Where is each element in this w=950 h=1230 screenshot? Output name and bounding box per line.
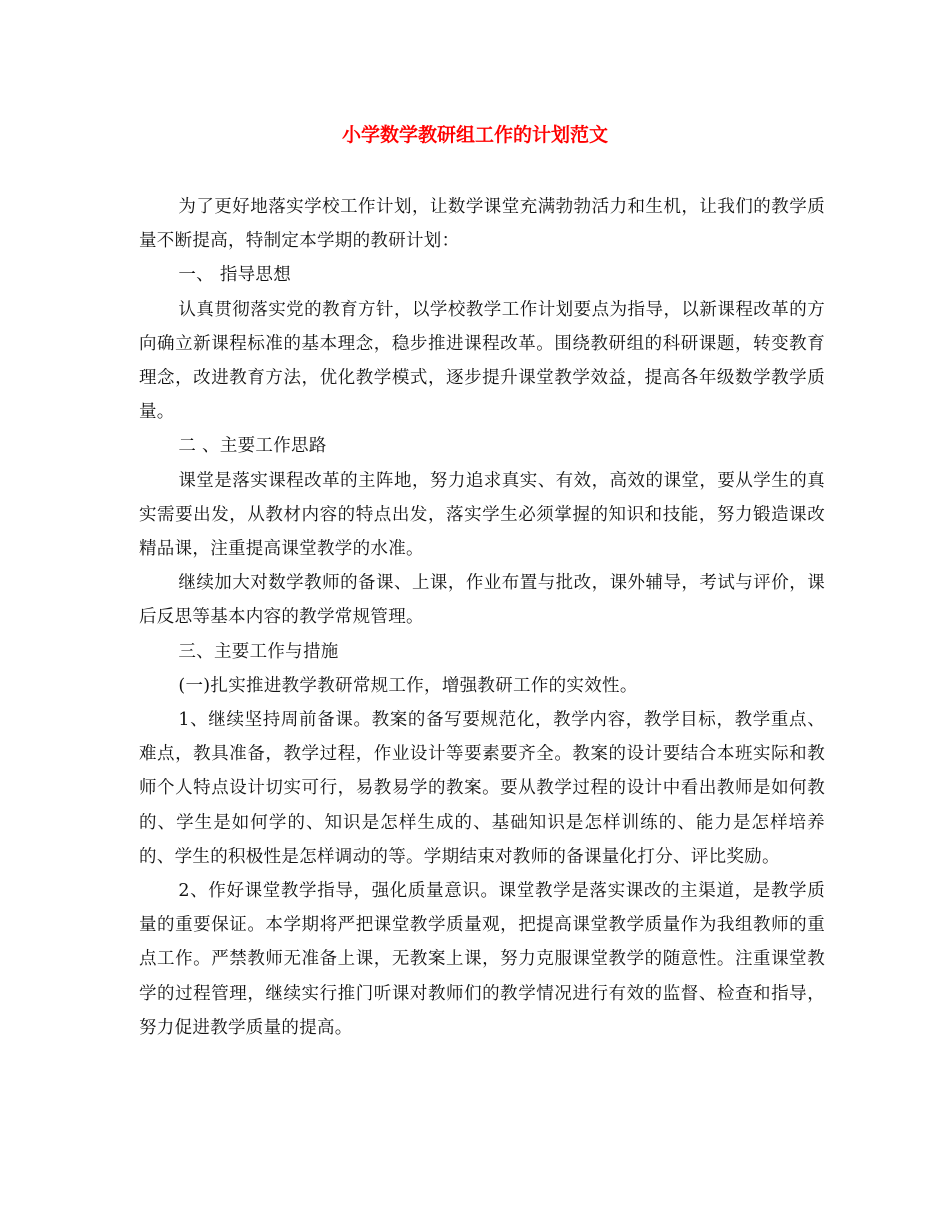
- section-heading-main-work-ideas: 二 、主要工作思路: [178, 436, 327, 457]
- main-work-ideas-paragraph-2: 继续加大对数学教师的备课、上课，作业布置与批改，课外辅导，考试与评价，课后反思等基本内容的教学常规管理。: [139, 573, 825, 628]
- subsection-heading-routine-work: (一)扎实推进教学教研常规工作，增强教研工作的实效性。: [178, 675, 638, 696]
- main-work-ideas-paragraph-1: 课堂是落实课程改革的主阵地，努力追求真实、有效，高效的课堂，要从学生的真实需要出发，从教材内容的特点出发，落实学生必须掌握的知识和技能，努力锻造课改精品课，注重提高课堂教学的水准。: [139, 470, 825, 560]
- section-heading-main-work-measures: 三、主要工作与措施: [178, 641, 339, 662]
- measure-item-1: 1、继续坚持周前备课。教案的备写要规范化，教学内容，教学目标，教学重点、难点，教具准备，教学过程，作业设计等要素要齐全。教案的设计要结合本班实际和教师个人特点设计切实可行，易教易学的教案。要从教学过程的设计中看出教师是如何教的、学生是如何学的、知识是怎样生成的、基础知识是怎样训练的、能力是怎样培养的、学生的积极性是怎样调动的等。学期结束对教师的备课量化打分、评比奖励。: [139, 710, 825, 867]
- document-title: 小学数学教研组工作的计划范文: [341, 124, 608, 146]
- guiding-ideology-paragraph: 认真贯彻落实党的教育方针，以学校教学工作计划要点为指导，以新课程改革的方向确立新课程标准的基本理念，稳步推进课程改革。围绕教研组的科研课题，转变教育理念，改进教育方法，优化教学模式，逐步提升课堂教学效益，提高各年级数学教学质量。: [139, 299, 825, 423]
- document-body: [139, 190, 825, 1045]
- intro-paragraph: 为了更好地落实学校工作计划，让数学课堂充满勃勃活力和生机，让我们的教学质量不断提高，特制定本学期的教研计划：: [139, 197, 825, 252]
- section-heading-guiding-ideology: 一、 指导思想: [178, 265, 292, 286]
- measure-item-2: 2、作好课堂教学指导，强化质量意识。课堂教学是落实课改的主渠道，是教学质量的重要保证。本学期将严把课堂教学质量观，把提高课堂教学质量作为我组教师的重点工作。严禁教师无准备上课，无教案上课，努力克服课堂教学的随意性。注重课堂教学的过程管理，继续实行推门听课对教师们的教学情况进行有效的监督、检查和指导，努力促进教学质量的提高。: [139, 881, 825, 1038]
